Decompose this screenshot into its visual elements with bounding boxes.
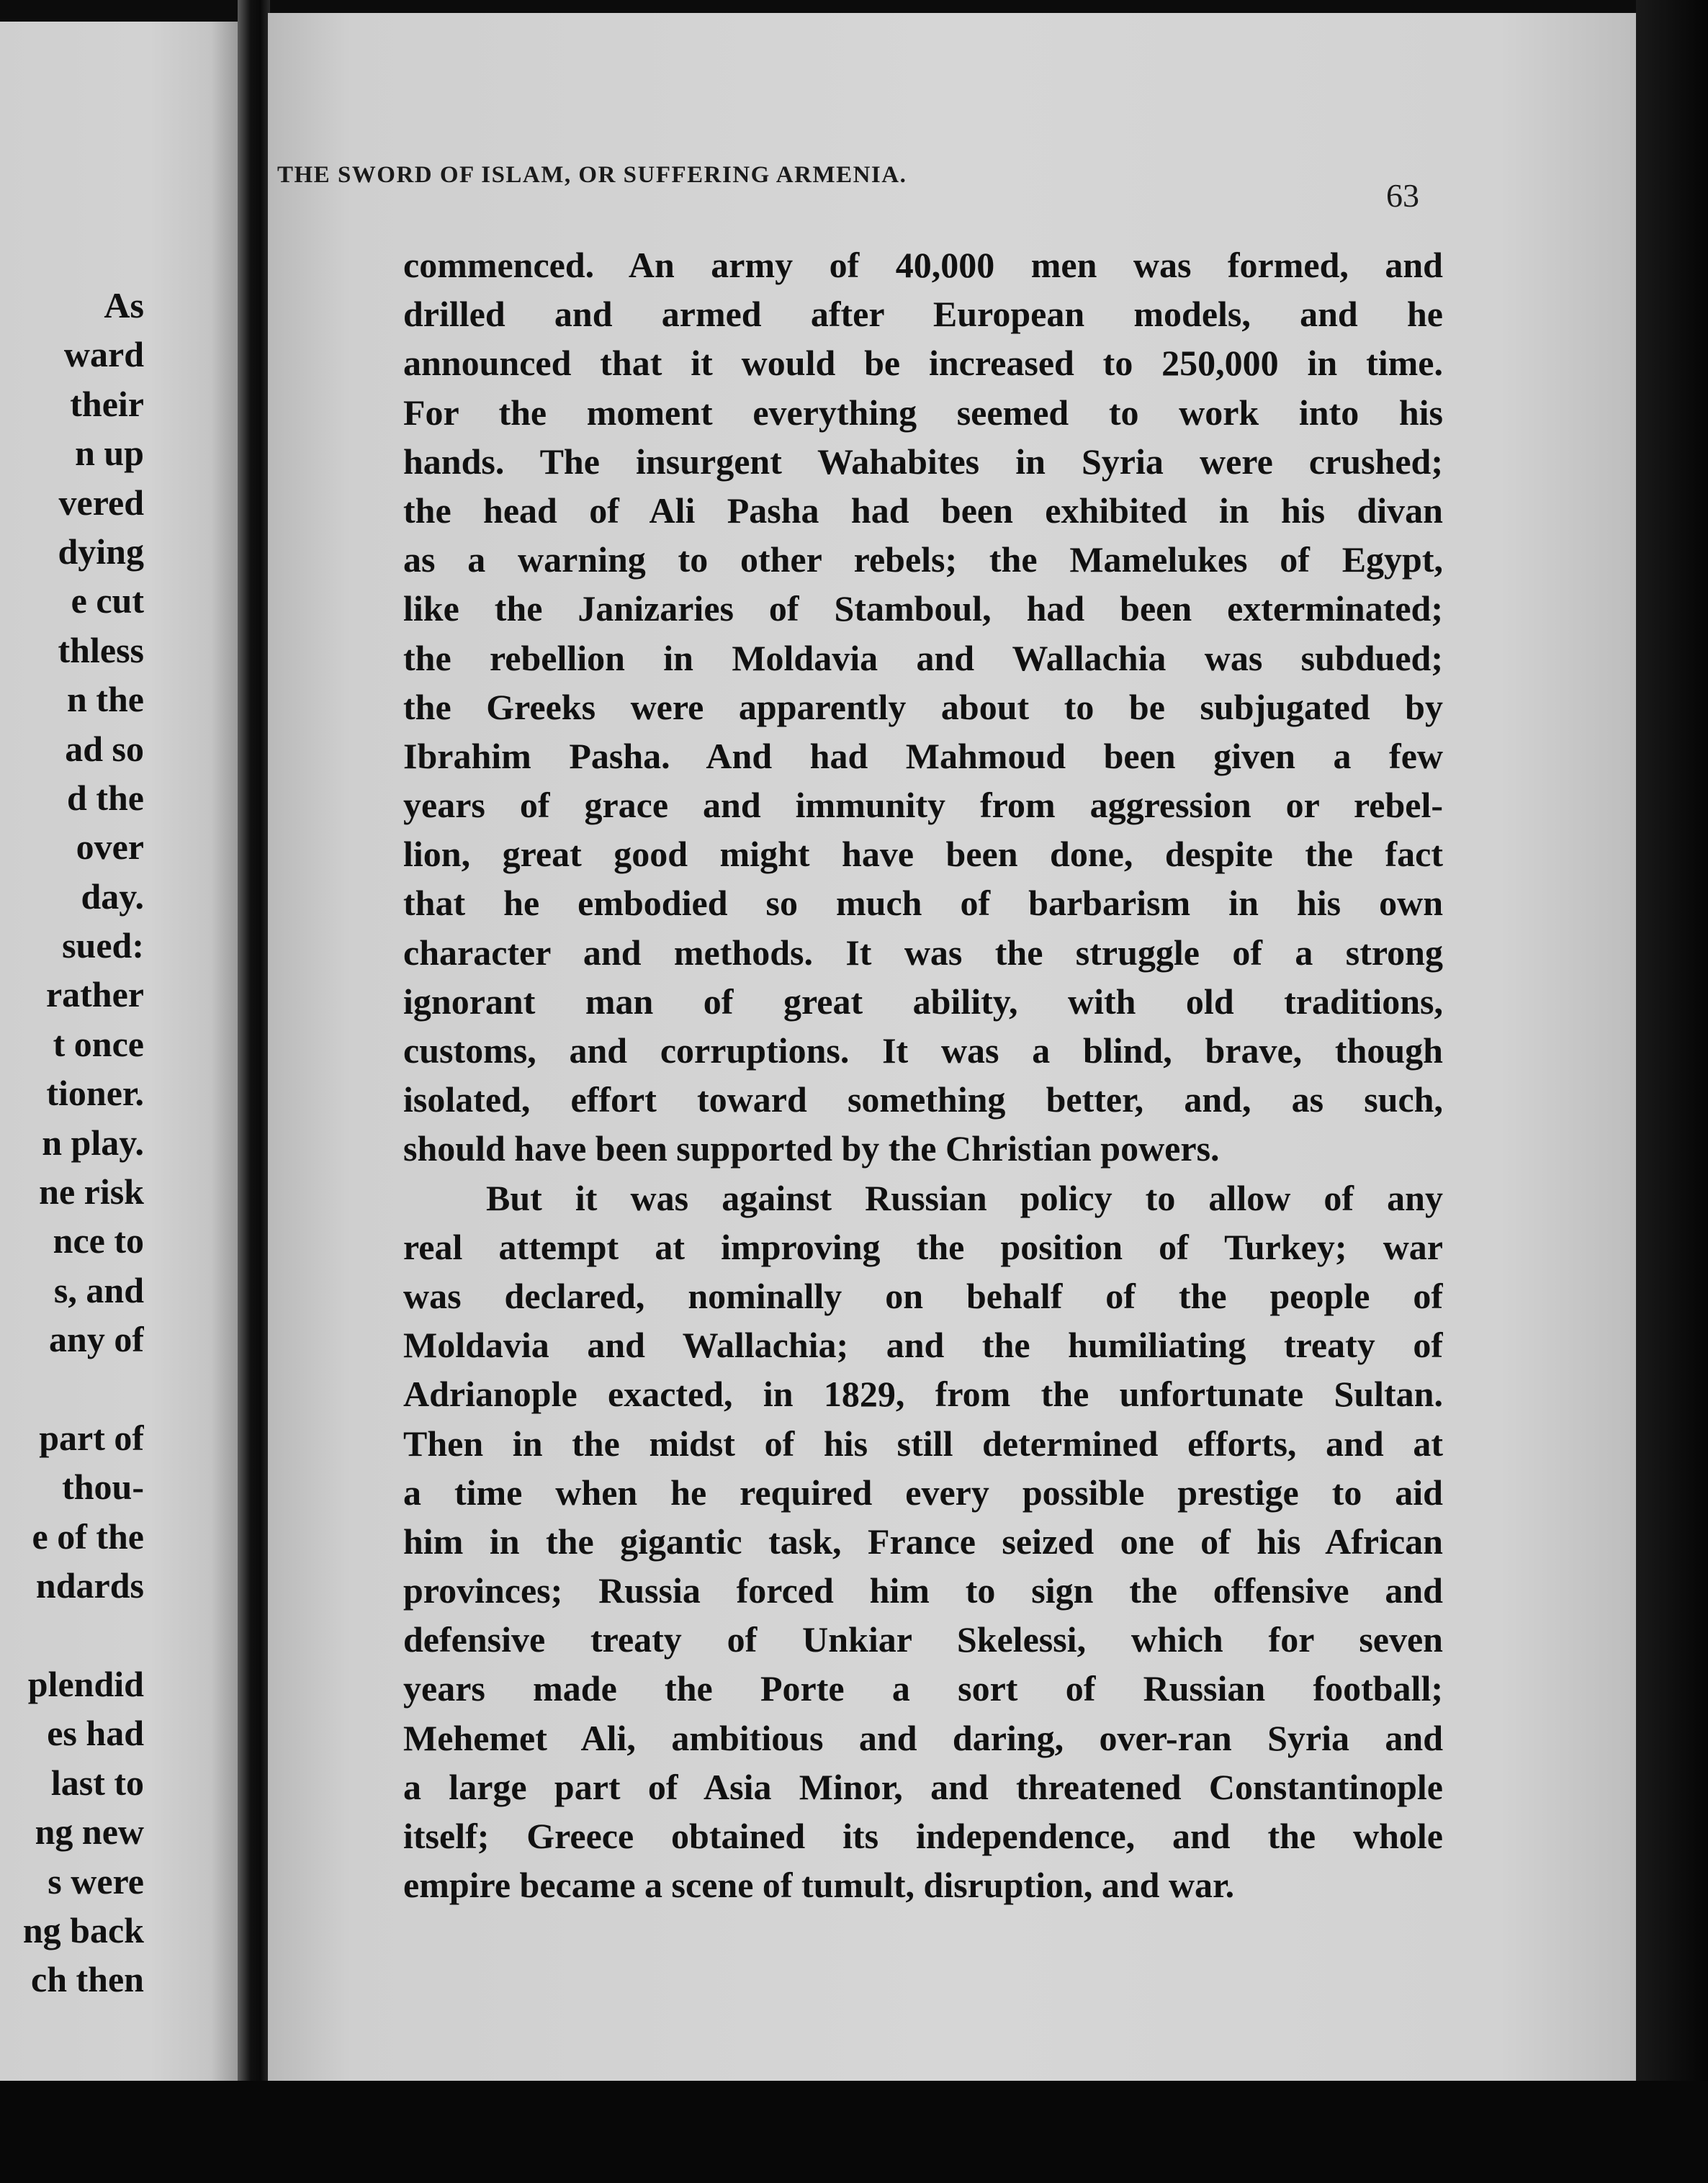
left-page-line-fragment: ad so <box>65 728 144 769</box>
text-line: lion, great good might have been done, despite the fact <box>403 834 1443 875</box>
left-page-line-fragment: sued: <box>62 925 144 966</box>
text-line: was declared, nominally on behalf of the people of <box>403 1275 1443 1316</box>
left-page-line-fragment: vered <box>58 482 144 523</box>
left-page-line-fragment: any of <box>49 1319 144 1360</box>
text-line: defensive treaty of Unkiar Skelessi, which for seven <box>403 1619 1443 1660</box>
text-line: ignorant man of great ability, with old traditions, <box>403 981 1443 1022</box>
left-page-line-fragment: their <box>70 383 144 424</box>
left-page-text <box>0 281 144 2004</box>
left-page-line-fragment: tioner. <box>46 1073 144 1114</box>
book-gutter <box>238 0 270 2183</box>
left-page-line-fragment: rather <box>45 974 144 1015</box>
text-line: the rebellion in Moldavia and Wallachia was subdued; <box>403 637 1443 678</box>
left-page-line-fragment: ward <box>63 334 144 375</box>
text-line: years made the Porte a sort of Russian football; <box>403 1668 1443 1709</box>
text-line: like the Janizaries of Stamboul, had been exterminated; <box>403 588 1443 629</box>
left-page-line-fragment: last to <box>50 1762 144 1803</box>
text-line: a large part of Asia Minor, and threatened Constantinople <box>403 1766 1443 1807</box>
left-page-line-fragment: e of the <box>32 1516 144 1557</box>
left-page-line-fragment: n up <box>75 433 144 474</box>
left-page-line-fragment: ng back <box>22 1909 144 1950</box>
left-page-line-fragment: ng new <box>35 1811 144 1853</box>
right-page-edge <box>1636 0 1708 2183</box>
left-page-line-fragment: ch then <box>31 1959 144 2000</box>
text-line: customs, and corruptions. It was a blind, brave, though <box>403 1030 1443 1071</box>
text-line: the Greeks were apparently about to be subjugated by <box>403 686 1443 727</box>
text-line: Mehemet Ali, ambitious and daring, over-ran Syria and <box>403 1717 1443 1758</box>
text-line: isolated, effort toward something better, and, as such, <box>403 1079 1443 1120</box>
text-line: commenced. An army of 40,000 men was formed, and <box>403 245 1443 285</box>
text-line: character and methods. It was the struggle of a strong <box>403 932 1443 973</box>
left-page-line-fragment: over <box>76 827 144 868</box>
left-page-line-fragment: As <box>104 285 144 325</box>
left-page-line-fragment: plendid <box>27 1663 144 1704</box>
text-line: itself; Greece obtained its independence, and the whole <box>403 1816 1443 1856</box>
body-text <box>403 240 1443 1909</box>
left-facing-page <box>0 22 248 2081</box>
left-page-line-fragment: d the <box>67 777 144 818</box>
left-page-line-fragment: ne risk <box>39 1171 144 1212</box>
left-page-line-fragment: ndards <box>35 1565 144 1606</box>
text-line: For the moment everything seemed to work into his <box>403 392 1443 433</box>
page-number: 63 <box>1386 177 1419 214</box>
text-line: that he embodied so much of barbarism in his own <box>403 883 1443 924</box>
text-line: a time when he required every possible prestige to aid <box>403 1472 1443 1513</box>
left-page-line-fragment: nce to <box>53 1220 144 1261</box>
left-page-line-fragment: t once <box>53 1023 144 1064</box>
text-line: drilled and armed after European models, and he <box>403 294 1443 335</box>
left-page-line-fragment: thou- <box>62 1467 144 1508</box>
left-page-line-fragment: s were <box>48 1860 144 1901</box>
text-line: announced that it would be increased to 250,000 in time. <box>403 343 1443 384</box>
left-page-line-fragment <box>0 1611 144 1660</box>
text-line: as a warning to other rebels; the Mamelukes of Egypt, <box>403 539 1443 580</box>
left-page-line-fragment: e cut <box>71 580 144 621</box>
text-line: should have been supported by the Christian powers. <box>403 1128 1220 1169</box>
text-line: hands. The insurgent Wahabites in Syria were crushed; <box>403 441 1443 482</box>
left-page-line-fragment: s, and <box>53 1269 144 1310</box>
left-page-line-fragment <box>0 1364 144 1413</box>
text-line: empire became a scene of tumult, disruption, and war. <box>403 1865 1235 1906</box>
text-line: Ibrahim Pasha. And had Mahmoud been given a few <box>403 735 1443 776</box>
left-page-line-fragment: n the <box>67 679 144 720</box>
text-line: real attempt at improving the position of Turkey; war <box>403 1226 1443 1267</box>
text-line: provinces; Russia forced him to sign the offensive and <box>403 1570 1443 1611</box>
left-page-line-fragment: dying <box>58 531 144 572</box>
left-page-line-fragment: thless <box>58 629 144 670</box>
bottom-page-edge <box>0 2081 1708 2183</box>
text-line: Adrianople exacted, in 1829, from the unfortunate Sultan. <box>403 1374 1443 1415</box>
left-page-line-fragment: n play. <box>42 1122 144 1163</box>
text-line: Then in the midst of his still determined efforts, and at <box>403 1423 1443 1464</box>
text-line: years of grace and immunity from aggression or rebel- <box>403 785 1443 826</box>
left-page-line-fragment: day. <box>81 876 144 917</box>
running-head: THE SWORD OF ISLAM, OR SUFFERING ARMENIA. <box>277 162 907 188</box>
left-page-line-fragment: part of <box>39 1417 144 1458</box>
text-line: him in the gigantic task, France seized one of his African <box>403 1521 1443 1562</box>
text-line: the head of Ali Pasha had been exhibited in his divan <box>403 490 1443 531</box>
text-line: Moldavia and Wallachia; and the humiliating treaty of <box>403 1325 1443 1366</box>
text-line: But it was against Russian policy to allow of any <box>486 1177 1443 1218</box>
left-page-line-fragment: es had <box>47 1713 144 1754</box>
